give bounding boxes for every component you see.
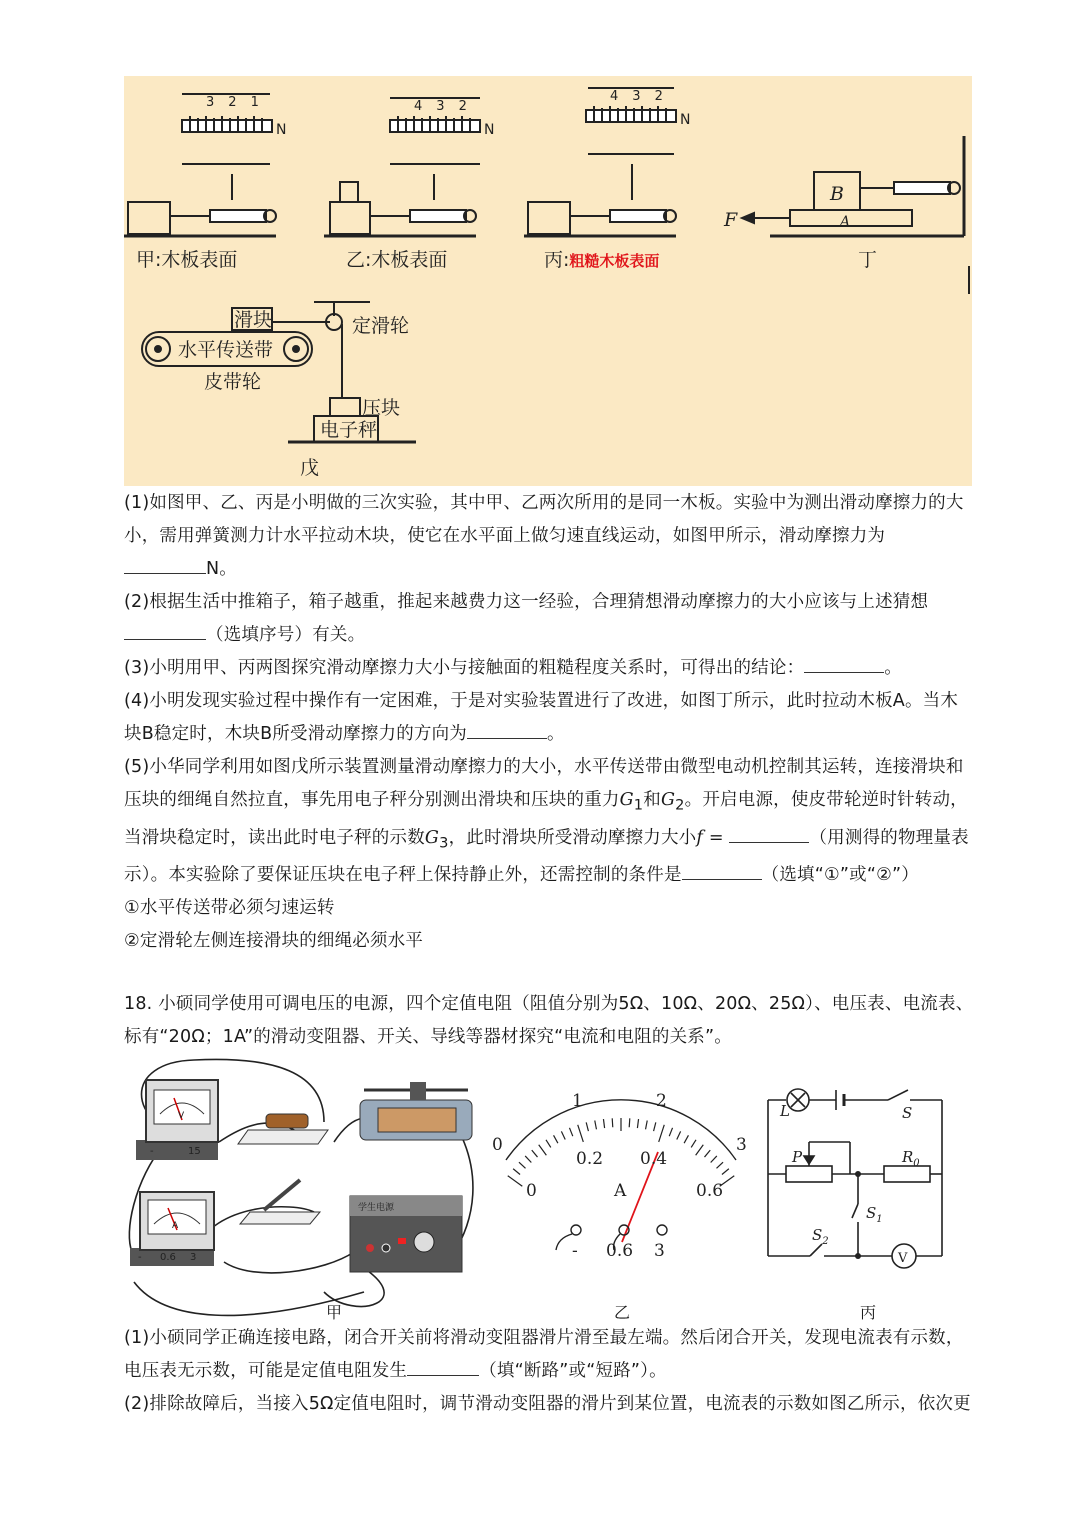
pulley-label: 定滑轮 <box>352 315 410 337</box>
voltmeter-v-label: V <box>898 1251 908 1266</box>
svg-text:V: V <box>178 1111 185 1121</box>
dial-tick <box>711 1156 717 1163</box>
ammeter-dial <box>506 1100 736 1242</box>
dial-outer-0: 0 <box>492 1135 503 1155</box>
q17-p3: (3)小明用甲、丙两图探究滑动摩擦力大小与接触面的粗糙程度关系时，可得出的结论： 。 <box>124 652 996 685</box>
q17-option-2: ②定滑轮左侧连接滑块的细绳必须水平 <box>124 931 424 951</box>
dial-tick <box>532 1150 538 1157</box>
q17-p5-line4: 示）。本实验除了要保证压块在电子秤上保持静止外，还需控制的条件是 （选填“①”或“②”） <box>124 859 996 892</box>
dial-tick <box>586 1122 588 1131</box>
lamp-label: L <box>780 1102 790 1120</box>
dial-tick <box>629 1118 630 1127</box>
dial-tick <box>677 1131 681 1139</box>
q18-intro-block <box>124 988 996 1054</box>
svg-text:15: 15 <box>188 1146 201 1157</box>
scale-ticks-jia: 3 2 1 <box>206 95 259 110</box>
terminal-0-6: 0.6 <box>606 1241 634 1261</box>
caption-bing: 丙 <box>860 1303 877 1322</box>
q18-line2: 标有“20Ω；1A”的滑动变阻器、开关、导线等器材探究“电流和电阻的关系”。 <box>124 1027 732 1047</box>
unit-n-jia: N <box>276 122 287 138</box>
answer-blank-4[interactable] <box>467 718 547 739</box>
switch-s-label: S <box>902 1104 913 1122</box>
scale-label: 电子秤 <box>320 419 378 441</box>
svg-text:-: - <box>150 1146 154 1157</box>
power-supply-icon <box>350 1196 462 1272</box>
dial-inner-2: 0.4 <box>640 1149 668 1169</box>
terminal-minus: - <box>572 1241 578 1261</box>
rheostat-icon <box>360 1082 472 1140</box>
svg-text:3: 3 <box>190 1252 197 1263</box>
caption-yi: 乙 <box>614 1303 631 1322</box>
dial-tick <box>595 1120 597 1129</box>
dial-tick <box>603 1119 604 1128</box>
rheostat-p-label: P <box>792 1148 803 1166</box>
answer-blank-6[interactable] <box>682 859 762 880</box>
dial-tick <box>561 1131 565 1139</box>
q17-option-1: ①水平传送带必须匀速运转 <box>124 898 335 918</box>
dial-tick <box>539 1145 547 1156</box>
q17-p5-line3: 当滑块稳定时，读出此时电子秤的示数$G_3$，此时滑块所受滑动摩擦力大小f = （用测得的物理量表 <box>124 822 996 860</box>
svg-text:-: - <box>138 1252 142 1263</box>
dial-tick <box>659 1125 665 1142</box>
dial-tick <box>519 1162 526 1168</box>
dial-tick <box>705 1150 711 1157</box>
label-wu: 戊 <box>300 457 320 479</box>
dial-tick <box>546 1140 551 1148</box>
dial-tick <box>508 1176 523 1187</box>
dial-unit: A <box>614 1181 627 1201</box>
q17-p5-line2: 压块的细绳自然拉直，事先用电子秤分别测出滑块和压块的重力$G_1$和$G_2$。开启电源，使皮带轮逆时针转动， <box>124 790 968 814</box>
answer-blank-7[interactable] <box>407 1355 479 1376</box>
q17-p1-line3: N。 <box>124 553 996 586</box>
friction-figures <box>124 76 972 486</box>
dial-tick <box>525 1156 531 1163</box>
answer-blank-3[interactable] <box>804 652 884 673</box>
weight-label: 压块 <box>362 397 401 419</box>
belt-label: 水平传送带 <box>178 339 274 361</box>
q18-parts-block <box>124 1322 996 1421</box>
circuit-figures-svg <box>124 1052 996 1327</box>
slider-label: 滑块 <box>234 309 273 331</box>
dial-tick <box>696 1145 704 1156</box>
voltmeter-icon <box>136 1080 218 1160</box>
svg-text:学生电源: 学生电源 <box>358 1203 395 1213</box>
switch-s1-label: $S_1$ <box>866 1204 883 1225</box>
dial-outer-1: 1 <box>572 1091 583 1111</box>
dial-tick <box>612 1118 613 1127</box>
q17-p2-line2: （选填序号）有关。 <box>124 619 996 652</box>
friction-figure-panel <box>124 76 972 486</box>
dial-tick <box>691 1140 696 1148</box>
fixed-resistor-icon <box>238 1114 328 1144</box>
q17-p2-line1: (2)根据生活中推箱子，箱子越重，推起来越费力这一经验，合理猜想滑动摩擦力的大小应该与上述猜想 <box>124 592 929 612</box>
label-jia: 甲:木板表面 <box>136 249 238 271</box>
q17-p5-line1: (5)小华同学利用如图戊所示装置测量滑动摩擦力的大小，水平传送带由微型电动机控制其运转，连接滑块和 <box>124 757 964 777</box>
dial-inner-3: 0.6 <box>696 1181 724 1201</box>
label-ding: 丁 <box>858 249 878 271</box>
q18-p1-line2: 电压表无示数，可能是定值电阻发生 （填“断路”或“短路”）。 <box>124 1355 996 1388</box>
dial-inner-0: 0 <box>526 1181 537 1201</box>
dial-tick <box>669 1128 672 1136</box>
circuit-figures <box>124 1052 996 1327</box>
block-b-label: B <box>830 183 844 205</box>
dial-tick <box>513 1169 520 1175</box>
dial-tick <box>716 1162 723 1168</box>
scale-ticks-bing: 4 3 2 <box>610 89 663 104</box>
scale-ticks-yi: 4 3 2 <box>414 99 467 114</box>
unit-n-bing: N <box>680 112 691 128</box>
label-bing: 丙:粗糙木板表面 <box>544 249 660 271</box>
label-yi: 乙:木板表面 <box>346 249 448 271</box>
dial-inner-1: 0.2 <box>576 1149 604 1169</box>
knife-switch-icon <box>240 1180 320 1224</box>
svg-text:A: A <box>172 1221 179 1231</box>
svg-text:0.6: 0.6 <box>160 1252 176 1263</box>
dial-tick <box>684 1135 688 1143</box>
q18-line1: 18. 小硕同学使用可调电压的电源，四个定值电阻（阻值分别为5Ω、10Ω、20Ω、25Ω）、电压表、电流表、 <box>124 994 974 1014</box>
terminal-3: 3 <box>654 1241 665 1261</box>
wheel-label: 皮带轮 <box>204 371 262 393</box>
circuit-schematic <box>768 1089 942 1268</box>
caption-jia: 甲 <box>326 1303 343 1322</box>
dial-tick <box>554 1135 558 1143</box>
unit-n-yi: N <box>484 122 495 138</box>
q17-p1-line1: (1)如图甲、乙、丙是小明做的三次实验，其中甲、乙两次所用的是同一木板。实验中为测出滑动摩擦力的大 <box>124 493 964 513</box>
dial-tick <box>646 1120 648 1129</box>
force-f-label: F <box>724 209 738 231</box>
block-a-label: A <box>840 214 851 230</box>
answer-blank-5[interactable] <box>729 822 809 843</box>
dial-tick <box>569 1128 572 1136</box>
switch-s2-label: $S_2$ <box>812 1226 829 1247</box>
resistor-r0-label: $R_0$ <box>902 1148 920 1169</box>
answer-blank-1[interactable] <box>124 553 206 574</box>
q17-text-block <box>124 487 996 958</box>
q18-p1-line1: (1)小硕同学正确连接电路，闭合开关前将滑动变阻器滑片滑至最左端。然后闭合开关，发现电流表有示数， <box>124 1328 964 1348</box>
dial-tick <box>654 1122 656 1131</box>
dial-tick <box>578 1125 584 1142</box>
dial-tick <box>637 1119 638 1128</box>
ammeter-icon <box>130 1192 214 1266</box>
q17-p4-line1: (4)小明发现实验过程中操作有一定困难，于是对实验装置进行了改进，如图丁所示，此时拉动木板A。当木 <box>124 691 959 711</box>
q17-p1-line2: 小，需用弹簧测力计水平拉动木块，使它在水平面上做匀速直线运动，如图甲所示，滑动摩擦力为 <box>124 526 886 546</box>
dial-outer-3: 3 <box>736 1135 747 1155</box>
dial-tick <box>722 1169 729 1175</box>
answer-blank-2[interactable] <box>124 619 206 640</box>
q17-p4-line2: 块B稳定时，木块B所受滑动摩擦力的方向为 。 <box>124 718 996 751</box>
dial-outer-2: 2 <box>656 1091 667 1111</box>
q18-p2-line1: (2)排除故障后，当接入5Ω定值电阻时，调节滑动变阻器的滑片到某位置，电流表的示数如图乙所示，依次更 <box>124 1394 971 1414</box>
